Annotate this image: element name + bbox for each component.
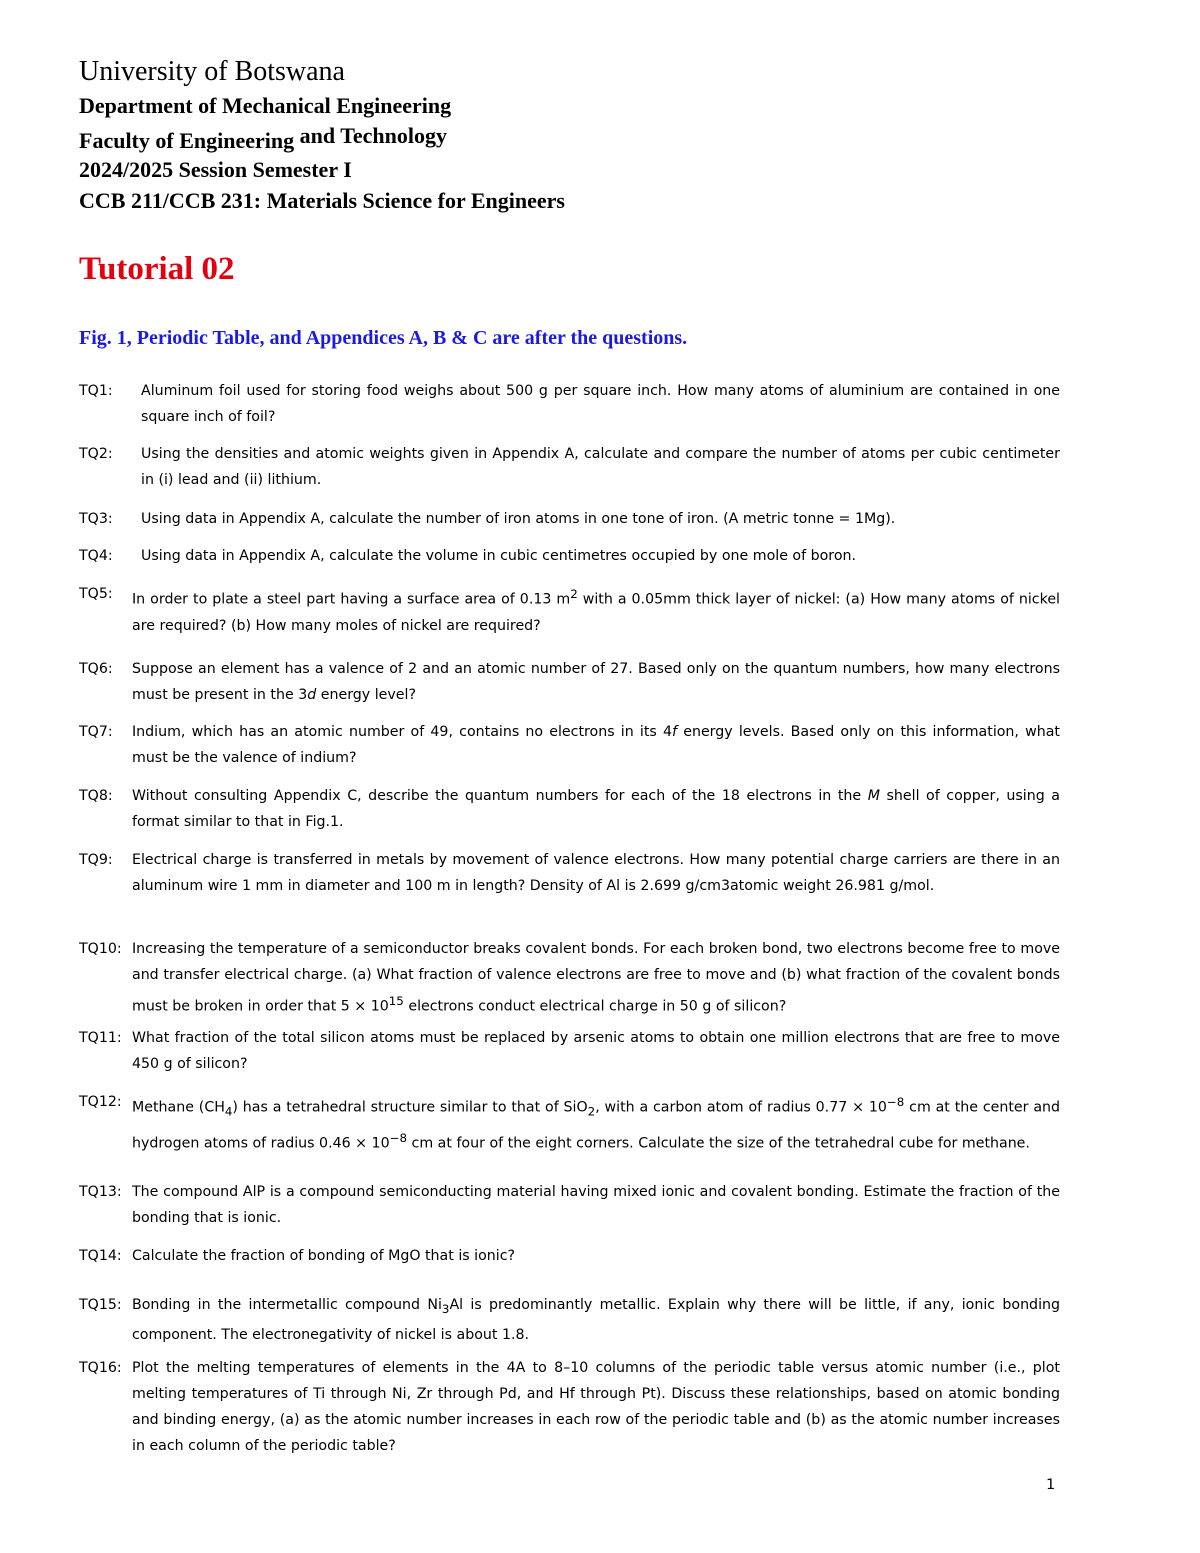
question-label: TQ11: xyxy=(79,1030,122,1046)
question-label: TQ12: xyxy=(79,1094,122,1110)
question-text: What fraction of the total silicon atoms must be replaced by arsenic atoms to obtain one million electrons that are free to move 450 g of silicon? xyxy=(132,1030,1060,1072)
question-label: TQ16: xyxy=(79,1360,122,1376)
question-text-part: Suppose an element has a valence of 2 and an atomic number of 27. Based only on the quantum numbers, how many electrons must be present in the 3 xyxy=(132,661,1060,703)
question-text-part: , with a carbon atom of radius 0.77 × 10 xyxy=(595,1099,887,1116)
subscript: 3 xyxy=(441,1301,450,1316)
question-item xyxy=(79,378,1060,430)
question-label: TQ3: xyxy=(79,511,113,527)
question-label: TQ1: xyxy=(79,383,113,399)
question-text-part: with a 0.05mm thick layer of nickel: (a) How many atoms of nickel are required? (b) How many moles of nickel are required? xyxy=(132,591,1060,634)
question-text xyxy=(79,656,1060,708)
italic-symbol: f xyxy=(672,724,678,740)
question-text: Plot the melting temperatures of elements in the 4A to 8–10 columns of the periodic table versus atomic number (i.e., plot melting temperatures of Ti through Ni, Zr through Pd, and Hf through Pt). Discuss these relationships, based on atomic bonding and binding energy, (a) as the atomic number increases in each row of the periodic table and (b) as the atomic number increases in each column of the periodic table? xyxy=(132,1360,1060,1454)
question-text-part: Increasing the temperature of a semiconductor breaks covalent bonds. For each broken bond, two electrons become free to move and transfer electrical charge. (a) What fraction of valence electrons are free to move and (b) what fraction of the covalent bonds must be broken in order that 5 × 10 xyxy=(132,941,1060,1015)
question-label: TQ4: xyxy=(79,548,113,564)
question-text-part: ) has a tetrahedral structure similar to that of SiO xyxy=(232,1099,588,1116)
question-text-part: shell of copper, using a format similar to that in Fig.1. xyxy=(132,788,1060,830)
question-item xyxy=(79,936,1060,1020)
subscript: 2 xyxy=(587,1104,596,1119)
question-text: Using data in Appendix A, calculate the number of iron atoms in one tone of iron. (A metric tonne = 1Mg). xyxy=(141,511,896,527)
question-label: TQ6: xyxy=(79,661,113,677)
question-text-part: cm at the center and hydrogen atoms of radius 0.46 × 10 xyxy=(132,1099,1061,1152)
question-label: TQ7: xyxy=(79,724,113,740)
question-label: TQ15: xyxy=(79,1297,122,1313)
question-text-part: Methane (CH xyxy=(132,1099,225,1116)
question-text-part: In order to plate a steel part having a surface area of 0.13 m xyxy=(132,591,571,608)
page-number: 1 xyxy=(1046,1477,1056,1493)
question-text-part: Indium, which has an atomic number of 49, contains no electrons in its 4 xyxy=(132,724,673,740)
question-item xyxy=(79,656,1060,708)
superscript: −8 xyxy=(389,1130,408,1145)
superscript: −8 xyxy=(886,1095,905,1109)
question-item xyxy=(79,1025,1060,1077)
session-line: 2024/2025 Session Semester I xyxy=(79,157,352,182)
question-item xyxy=(79,581,1060,639)
superscript: 2 xyxy=(570,587,578,601)
question-text-part: energy levels. Based only on this information, what must be the valence of indium? xyxy=(132,724,1060,766)
question-text: Aluminum foil used for storing food weighs about 500 g per square inch. How many atoms of aluminium are contained in one square inch of foil? xyxy=(141,383,1060,425)
faculty-name-part-3: Technology xyxy=(340,123,447,148)
superscript: 15 xyxy=(388,994,404,1008)
question-item xyxy=(79,543,1060,569)
course-title: CCB 211/CCB 231: Materials Science for Engineers xyxy=(79,188,565,213)
question-text xyxy=(79,1089,1060,1156)
question-text-part: Al is predominantly metallic. Explain why there will be little, if any, ionic bonding component. The electronegativity of nickel is about 1.8. xyxy=(132,1297,1061,1343)
question-item xyxy=(79,1292,1060,1348)
reference-note: Fig. 1, Periodic Table, and Appendices A, B & C are after the questions. xyxy=(79,327,688,349)
question-item xyxy=(79,719,1060,771)
department-name: Department of Mechanical Engineering xyxy=(79,93,452,118)
question-label: TQ13: xyxy=(79,1184,122,1200)
question-item xyxy=(79,847,1060,899)
question-item xyxy=(79,783,1060,835)
tutorial-title: Tutorial 02 xyxy=(79,251,235,287)
faculty-name-part-2: and xyxy=(299,123,336,148)
question-text xyxy=(79,581,1060,639)
question-item xyxy=(79,441,1060,493)
italic-symbol: d xyxy=(307,687,317,703)
question-text xyxy=(79,1292,1060,1348)
question-label: TQ10: xyxy=(79,941,122,957)
question-text: Using data in Appendix A, calculate the volume in cubic centimetres occupied by one mole of boron. xyxy=(141,548,856,564)
question-text xyxy=(79,783,1060,835)
question-text-part: cm at four of the eight corners. Calculate the size of the tetrahedral cube for methane. xyxy=(407,1135,1030,1152)
question-label: TQ9: xyxy=(79,852,113,868)
question-label: TQ8: xyxy=(79,788,113,804)
question-item xyxy=(79,1243,1060,1269)
question-item xyxy=(79,1179,1060,1231)
subscript: 4 xyxy=(224,1104,233,1119)
question-label: TQ5: xyxy=(79,586,113,602)
question-text-part: Without consulting Appendix C, describe the quantum numbers for each of the 18 electrons in the xyxy=(132,788,868,804)
university-name: University of Botswana xyxy=(79,56,345,87)
question-text: The compound AlP is a compound semiconducting material having mixed ionic and covalent bonding. Estimate the fraction of the bonding that is ionic. xyxy=(132,1184,1060,1226)
question-item xyxy=(79,1355,1060,1459)
question-label: TQ2: xyxy=(79,446,113,462)
question-text: Calculate the fraction of bonding of MgO that is ionic? xyxy=(132,1248,516,1264)
question-item xyxy=(79,1089,1060,1156)
question-label: TQ14: xyxy=(79,1248,122,1264)
question-item xyxy=(79,506,1060,532)
question-text: Electrical charge is transferred in metals by movement of valence electrons. How many potential charge carriers are there in an aluminum wire 1 mm in diameter and 100 m in length? Density of Al is 2.699 g/cm3atomic weight 26.981 g/mol. xyxy=(132,852,1060,894)
faculty-name-part-1: Faculty of Engineering xyxy=(79,128,295,153)
question-text: Using the densities and atomic weights given in Appendix A, calculate and compare the number of atoms per cubic centimeter in (i) lead and (ii) lithium. xyxy=(141,446,1060,488)
question-text-part: electrons conduct electrical charge in 50 g of silicon? xyxy=(403,998,787,1015)
faculty-name xyxy=(79,123,447,154)
question-text-part: energy level? xyxy=(316,687,416,703)
question-text xyxy=(79,936,1060,1020)
question-text-part: Bonding in the intermetallic compound Ni xyxy=(132,1297,442,1313)
question-text xyxy=(79,719,1060,771)
italic-symbol: M xyxy=(867,788,880,804)
